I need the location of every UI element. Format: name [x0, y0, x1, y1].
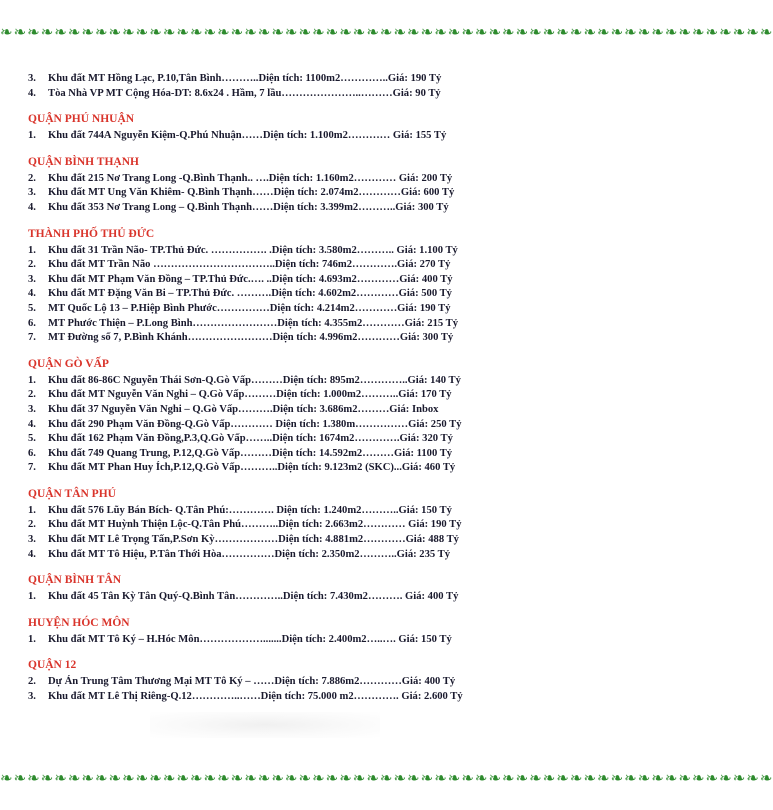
item-text: Khu đất MT Lê Trọng Tấn,P.Sơn Kỳ………………Diện tích: 4.881m2…………Giá: 488 Tỷ	[48, 534, 459, 546]
item-number: 1.	[28, 591, 36, 603]
item-text: Khu đất MT Nguyễn Văn Nghi – Q.Gò Vấp………Diện tích: 1.000m2………..Giá: 170 Tỷ	[48, 389, 452, 401]
section-title: QUẬN BÌNH TÂN	[28, 574, 122, 587]
item-number: 7.	[28, 332, 36, 344]
listing-item	[28, 590, 498, 605]
district-section	[28, 487, 498, 562]
item-text: Khu đất MT Hồng Lạc, P.10,Tân Bình………..Diện tích: 1100m2…………..Giá: 190 Tỷ	[48, 73, 442, 84]
item-text: MT Phước Thiện – P.Long Bình……………………Diện tích: 4.355m2…………Giá: 215 Tỷ	[48, 317, 459, 329]
item-text: Khu đất 744A Nguyễn Kiệm-Q.Phú Nhuận……Diện tích: 1.100m2………… Giá: 155 Tỷ	[48, 130, 447, 142]
item-text: Khu đất 290 Phạm Văn Đồng-Q.Gò Vấp………… Diện tích: 1.380m……………Giá: 250 Tỷ	[48, 418, 462, 430]
listing-item	[28, 129, 498, 144]
item-text: Khu đất 45 Tân Kỳ Tân Quý-Q.Bình Tân…………..Diện tích: 7.430m2………. Giá: 400 Tỷ	[48, 591, 459, 603]
item-number: 4.	[28, 201, 36, 213]
item-text: MT Quốc Lộ 13 – P.Hiệp Bình Phước……………Diện tích: 4.214m2…………Giá: 190 Tỷ	[48, 302, 451, 314]
item-number: 2.	[28, 676, 36, 688]
listing-item	[28, 403, 498, 418]
district-section	[28, 658, 498, 704]
item-number: 3.	[28, 73, 36, 84]
listing-item	[28, 690, 498, 705]
listing-item	[28, 244, 498, 259]
listing-item	[28, 317, 498, 332]
item-number: 2.	[28, 259, 36, 271]
item-text: Khu đất 37 Nguyễn Văn Nghi – Q.Gò Vấp……….Diện tích: 3.686m2………Giá: Inbox	[48, 403, 439, 415]
district-section	[28, 155, 498, 216]
listing-item	[28, 504, 498, 519]
item-text: Khu đất 576 Lũy Bán Bích- Q.Tân Phú:…………. Diện tích: 1.240m2………..Giá: 150 Tỷ	[48, 504, 452, 516]
listing-item	[28, 633, 498, 648]
listing-item	[28, 548, 498, 563]
section-title: HUYỆN HÓC MÔN	[28, 616, 130, 629]
item-text: Khu đất MT Đặng Văn Bi – TP.Thủ Đức. ……….Diện tích: 4.602m2…………Giá: 500 Tỷ	[48, 288, 452, 300]
item-number: 4.	[28, 548, 36, 560]
section-title: THÀNH PHỐ THỦ ĐỨC	[28, 227, 155, 240]
item-text: Khu đất MT Phan Huy Ích,P.12,Q.Gò Vấp………..Diện tích: 9.123m2 (SKC)...Giá: 460 Tỷ	[48, 462, 456, 474]
item-text: Khu đất MT Trần Não ……………………………..Diện tích: 746m2………….Giá: 270 Tỷ	[48, 259, 451, 271]
section-title: QUẬN GÒ VẤP	[28, 357, 109, 370]
section-title: QUẬN TÂN PHÚ	[28, 487, 116, 500]
item-text: MT Đường số 7, P.Bình Khánh……………………Diện tích: 4.996m2…………Giá: 300 Tỷ	[48, 332, 454, 344]
district-section	[28, 227, 498, 346]
item-text: Khu đất 749 Quang Trung, P.12,Q.Gò Vấp………Diện tích: 14.592m2………Giá: 1100 Tỷ	[48, 447, 453, 459]
decorative-border-top: ❧❧❧❧❧❧❧❧❧❧❧❧❧❧❧❧❧❧❧❧❧❧❧❧❧❧❧❧❧❧❧❧❧❧❧❧❧❧❧❧❧❧❧❧❧❧❧❧❧❧❧❧❧❧❧❧❧	[0, 25, 773, 41]
district-section	[28, 616, 498, 648]
item-text: Khu đất MT Ung Văn Khiêm- Q.Bình Thạnh……Diện tích: 2.074m2…………Giá: 600 Tỷ	[48, 187, 455, 199]
item-number: 3.	[28, 403, 36, 415]
listing-item	[28, 518, 498, 533]
listing-item	[28, 302, 498, 317]
district-section	[28, 112, 498, 144]
item-number: 5.	[28, 433, 36, 445]
listing-item	[28, 273, 498, 288]
listing-item	[28, 172, 498, 187]
item-text: Khu đất 162 Phạm Văn Đồng,P.3,Q.Gò Vấp……..Diện tích: 1674m2………….Giá: 320 Tỷ	[48, 433, 453, 445]
item-text: Khu đất 215 Nơ Trang Long -Q.Bình Thạnh.. ….Diện tích: 1.160m2………… Giá: 200 Tỷ	[48, 172, 453, 184]
item-number: 3.	[28, 534, 36, 546]
item-number: 4.	[28, 87, 36, 99]
item-number: 3.	[28, 187, 36, 199]
listing-document	[28, 72, 498, 716]
listing-item	[28, 447, 498, 462]
section-title: QUẬN 12	[28, 659, 77, 672]
listing-item	[28, 374, 498, 389]
listing-item	[28, 287, 498, 302]
item-text: Khu đất 31 Trần Não- TP.Thủ Đức. ……………. .Diện tích: 3.580m2……….. Giá: 1.100 Tỷ	[48, 244, 458, 256]
decorative-border-bottom: ❧❧❧❧❧❧❧❧❧❧❧❧❧❧❧❧❧❧❧❧❧❧❧❧❧❧❧❧❧❧❧❧❧❧❧❧❧❧❧❧❧❧❧❧❧❧❧❧❧❧❧❧❧❧❧❧❧	[0, 771, 773, 787]
item-number: 1.	[28, 633, 36, 645]
district-section	[28, 72, 498, 101]
faded-area	[150, 712, 380, 738]
item-number: 1.	[28, 504, 36, 516]
listing-item	[28, 87, 498, 102]
listing-item	[28, 418, 498, 433]
item-text: Khu đất MT Tô Ký – H.Hóc Môn……………….......Diện tích: 2.400m2…..…. Giá: 150 Tỷ	[48, 633, 452, 645]
listing-item	[28, 461, 498, 476]
listing-item	[28, 675, 498, 690]
item-number: 1.	[28, 130, 36, 142]
item-text: Khu đất MT Tô Hiệu, P.Tân Thới Hòa……………Diện tích: 2.350m2………..Giá: 235 Tỷ	[48, 548, 451, 560]
listing-item	[28, 258, 498, 273]
listing-item	[28, 72, 498, 87]
item-number: 2.	[28, 389, 36, 401]
item-number: 3.	[28, 691, 36, 703]
item-number: 1.	[28, 374, 36, 386]
item-text: Dự Án Trung Tâm Thương Mại MT Tô Ký – ……Diện tích: 7.886m2…………Giá: 400 Tỷ	[48, 676, 456, 688]
listing-item	[28, 331, 498, 346]
item-number: 4.	[28, 418, 36, 430]
section-title: QUẬN PHÚ NHUẬN	[28, 113, 135, 126]
item-number: 7.	[28, 462, 36, 474]
district-section	[28, 357, 498, 476]
section-title: QUẬN BÌNH THẠNH	[28, 155, 139, 168]
item-number: 3.	[28, 273, 36, 285]
item-text: Khu đất MT Phạm Văn Đồng – TP.Thủ Đức.…. ..Diện tích: 4.693m2…………Giá: 400 Tỷ	[48, 273, 453, 285]
item-number: 4.	[28, 288, 36, 300]
item-number: 6.	[28, 317, 36, 329]
listing-item	[28, 186, 498, 201]
listing-item	[28, 432, 498, 447]
item-number: 2.	[28, 172, 36, 184]
item-text: Khu đất MT Lê Thị Riêng-Q.12…………..……Diện tích: 75.000 m2…………. Giá: 2.600 Tỷ	[48, 691, 463, 703]
item-number: 6.	[28, 447, 36, 459]
item-text: Tòa Nhà VP MT Cộng Hóa-DT: 8.6x24 . Hầm, 7 lầu…………………..………Giá: 90 Tỷ	[48, 87, 441, 99]
listing-item	[28, 533, 498, 548]
listing-item	[28, 201, 498, 216]
item-text: Khu đất 86-86C Nguyễn Thái Sơn-Q.Gò Vấp………Diện tích: 895m2…………..Giá: 140 Tỷ	[48, 374, 461, 386]
item-number: 5.	[28, 302, 36, 314]
item-number: 2.	[28, 519, 36, 531]
listing-item	[28, 388, 498, 403]
item-text: Khu đất 353 Nơ Trang Long – Q.Bình Thạnh……Diện tích: 3.399m2………..Giá: 300 Tỷ	[48, 201, 449, 213]
district-section	[28, 573, 498, 605]
item-text: Khu đất MT Huỳnh Thiện Lộc-Q.Tân Phú………..Diện tích: 2.663m2………… Giá: 190 Tỷ	[48, 519, 462, 531]
item-number: 1.	[28, 244, 36, 256]
